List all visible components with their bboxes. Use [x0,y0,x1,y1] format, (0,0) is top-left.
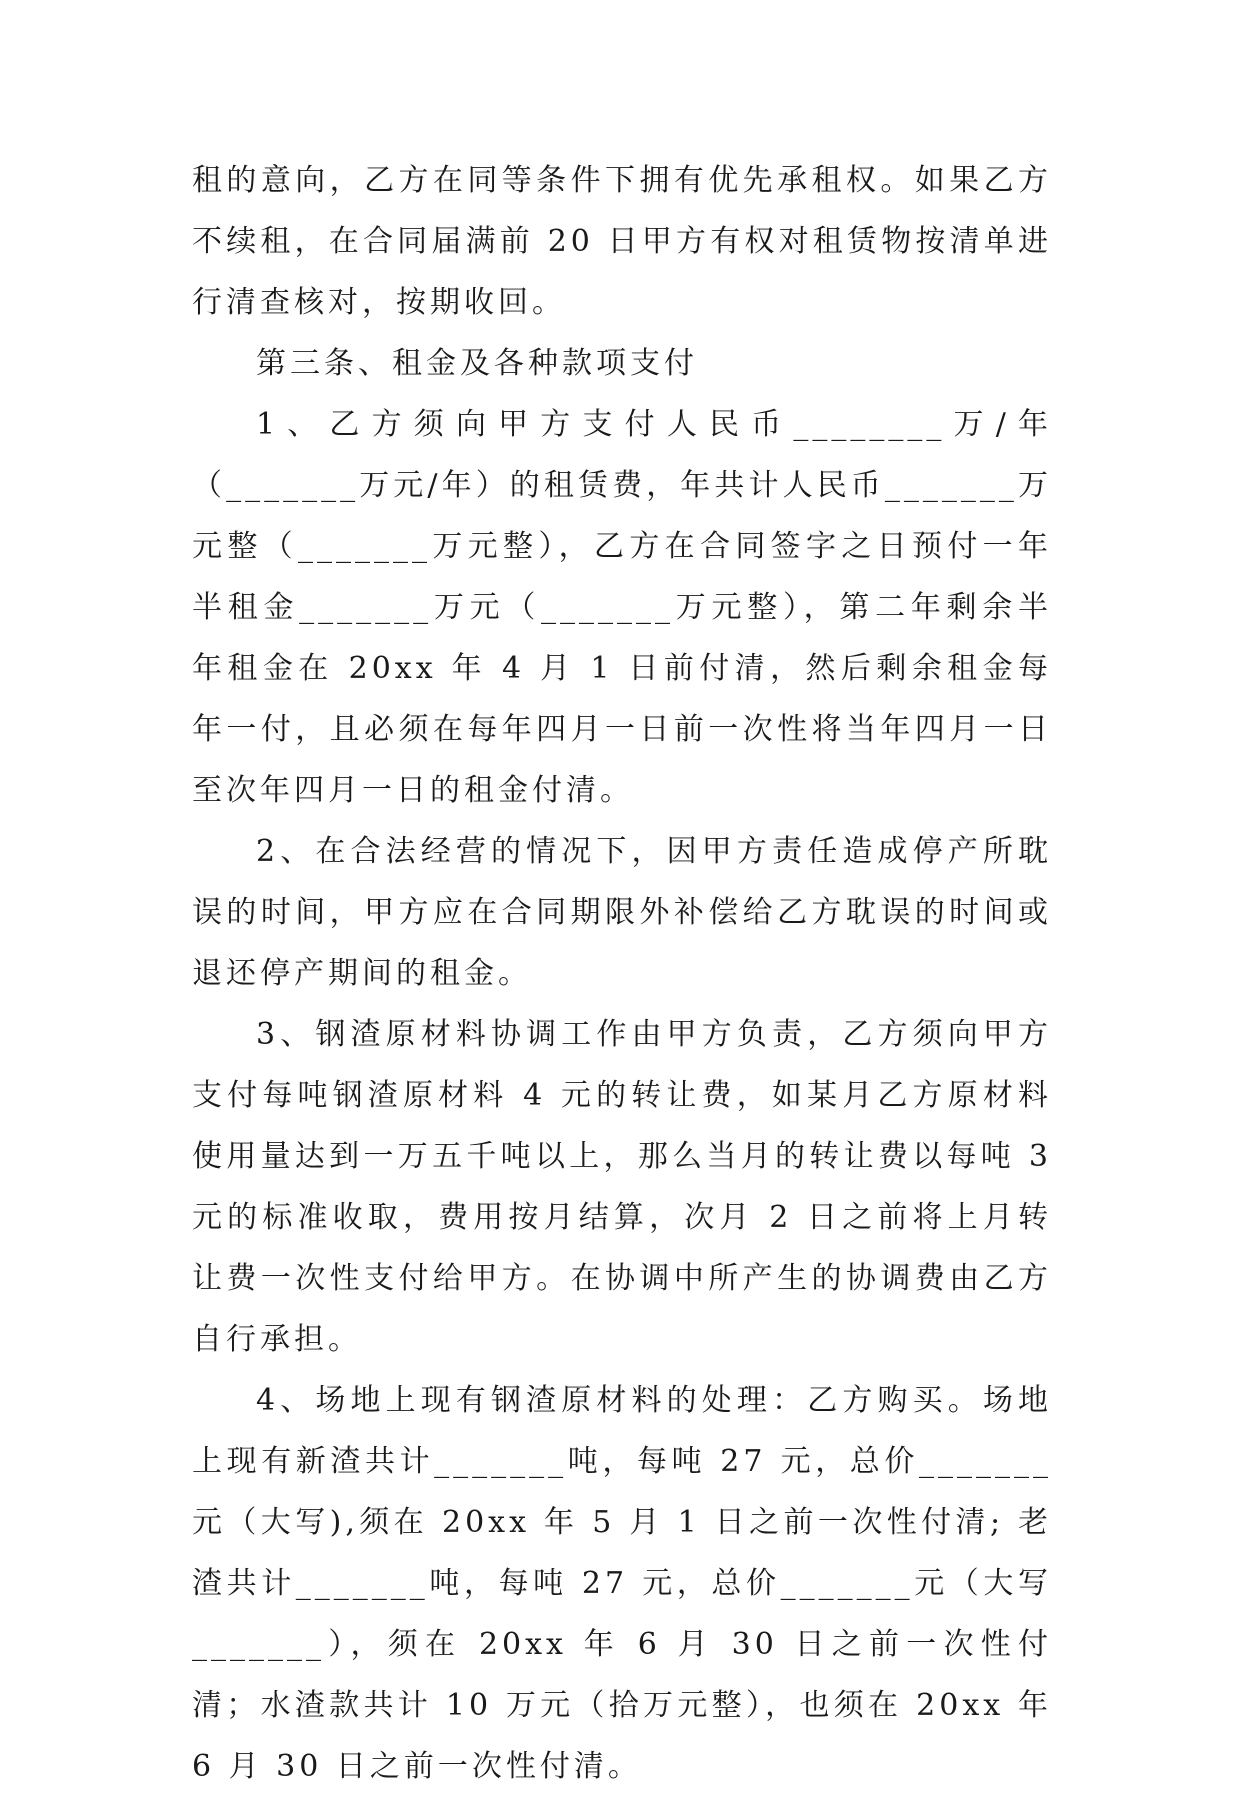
paragraph-clause-1-rent: 1、乙方须向甲方支付人民币________万/年（_______万元/年）的租赁费，年共计人民币_______万元整（_______万元整），乙方在合同签字之日预付一年半租金_______万元（_______万元整），第二年剩余半年租金在 20xx 年 4 月 1 日前付清，然后剩余租金每年一付，且必须在每年四月一日前一次性将当年四月一日至次年四月一日的租金付清。 [192,407,1052,808]
paragraph-lease-renewal: 租的意向，乙方在同等条件下拥有优先承租权。如果乙方不续租，在合同届满前 20 日甲方有权对租赁物按清单进行清查核对，按期收回。 [192,163,1052,320]
document-body [192,150,1066,1797]
paragraph-clause-2-compensation: 2、在合法经营的情况下，因甲方责任造成停产所耽误的时间，甲方应在合同期限外补偿给乙方耽误的时间或退还停产期间的租金。 [192,834,1052,991]
paragraph-clause-3-transfer-fee: 3、钢渣原材料协调工作由甲方负责，乙方须向甲方支付每吨钢渣原材料 4 元的转让费，如某月乙方原材料使用量达到一万五千吨以上，那么当月的转让费以每吨 3 元的标准收取，费用按月结算，次月 2 日之前将上月转让费一次性支付给甲方。在协调中所产生的协调费由乙方自行承担。 [192,1017,1066,1357]
section-heading-article-3: 第三条、租金及各种款项支付 [256,346,698,381]
paragraph-clause-4-slag-materials: 4、场地上现有钢渣原材料的处理：乙方购买。场地上现有新渣共计_______吨，每吨 27 元，总价_______元（大写),须在 20xx 年 5 月 1 日之前一次性付清; 老渣共计_______吨，每吨 27 元，总价_______元（大写_______），须在 20xx 年 6 月 30 日之前一次性付清；水渣款共计 10 万元（拾万元整），也须在 20xx 年 6 月 30 日之前一次性付清。 [192,1383,1066,1784]
